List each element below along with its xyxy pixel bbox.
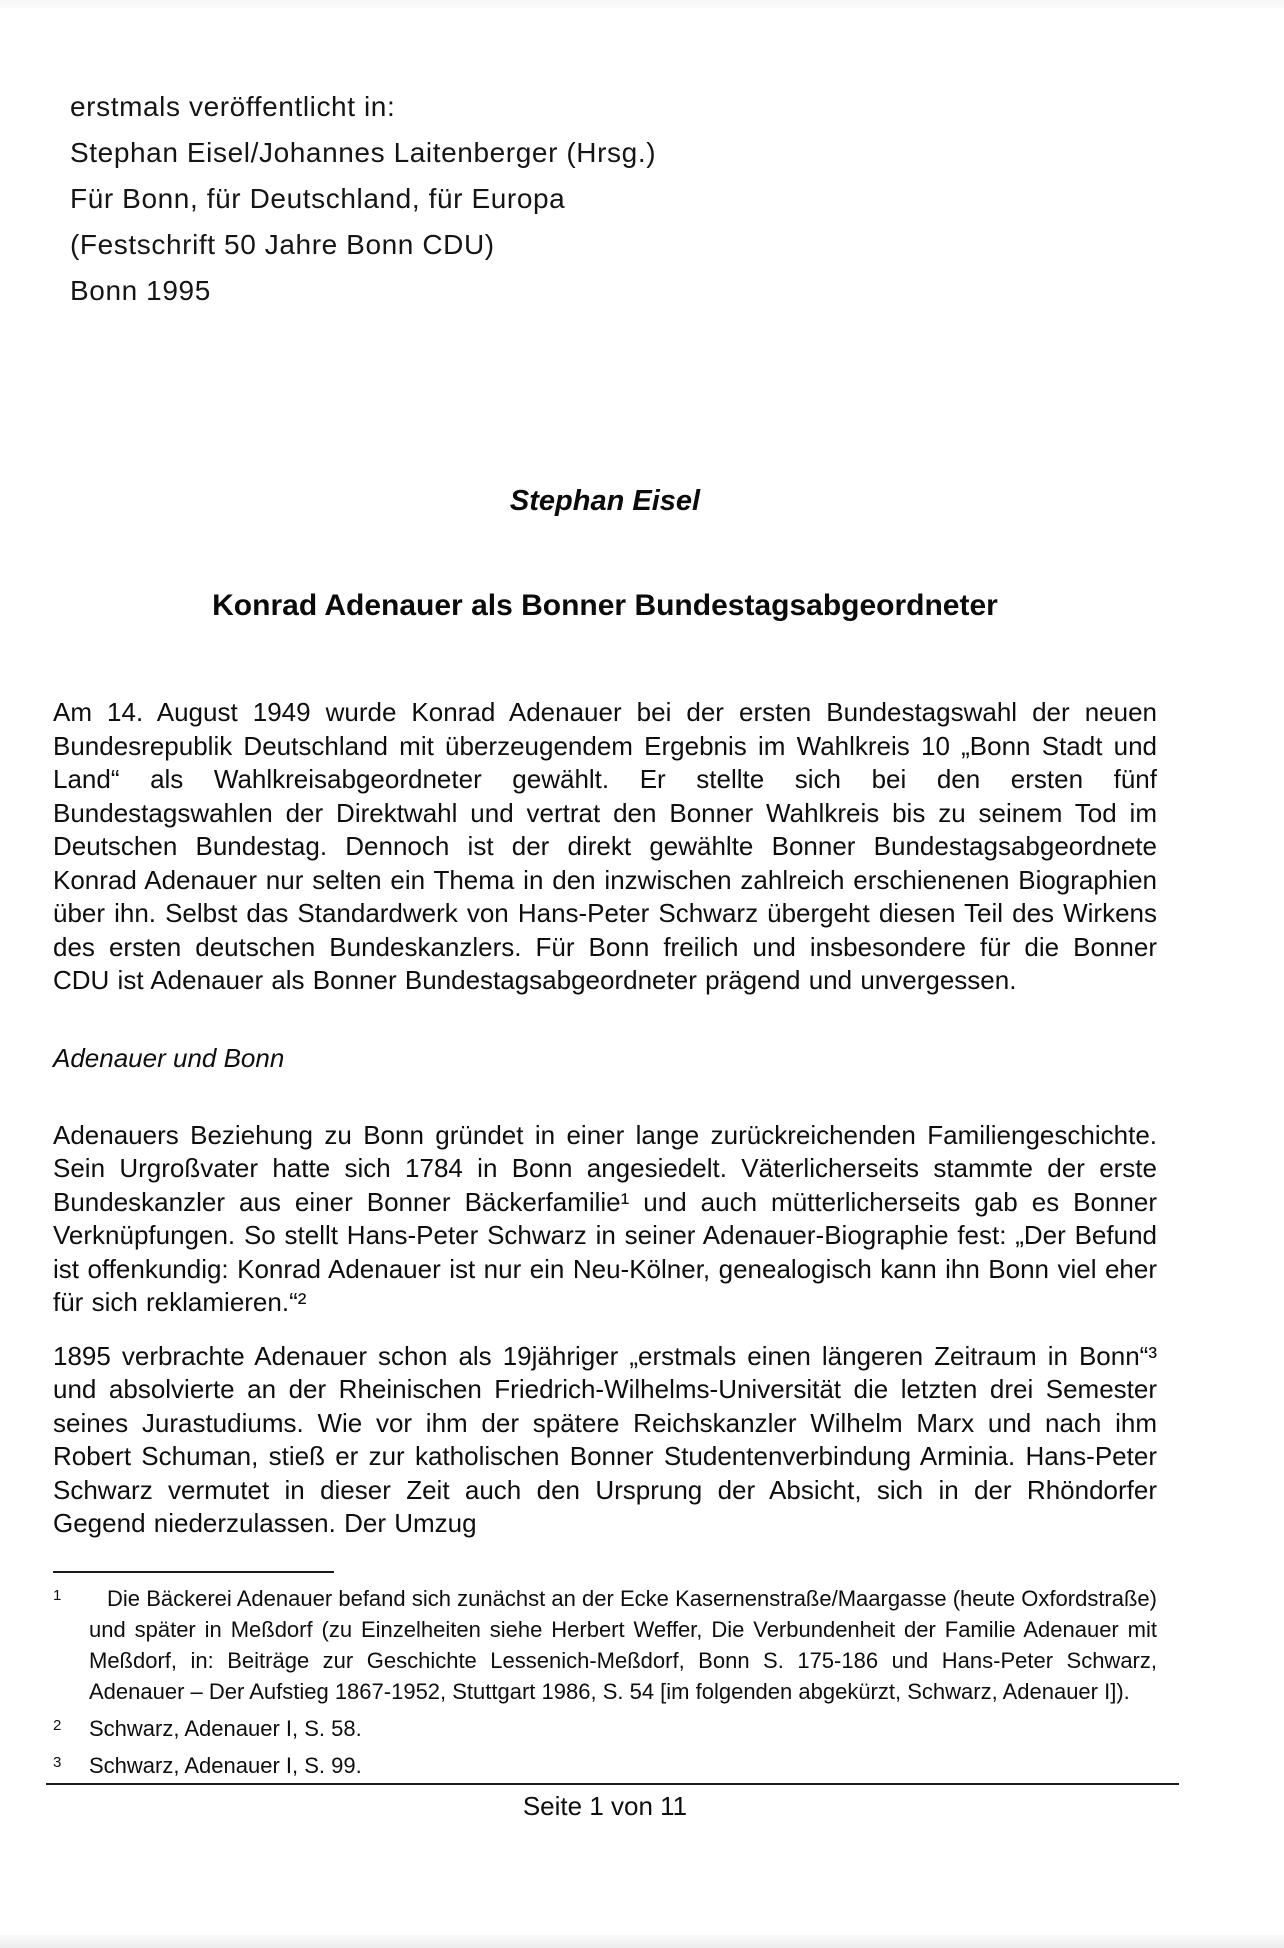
footnotes-block <box>53 1583 1157 1781</box>
paragraph-family-history: Adenauers Beziehung zu Bonn gründet in einer lange zurückreichenden Familiengeschichte. Sein Urgroßvater hatte sich 1784 in Bonn angesiedelt. Väterlicherseits stammte der erste Bundeskanzler aus einer Bonner Bäckerfamilie¹ und auch mütterlicherseits gab es Bonner Verknüpfungen. So stellt Hans-Peter Schwarz in seiner Adenauer-Biographie fest: „Der Befund ist offenkundig: Konrad Adenauer ist nur ein Neu-Kölner, genealogisch kann ihn Bonn viel eher für sich reklamieren.“² <box>53 1119 1157 1317</box>
publication-note-line-2: Stephan Eisel/Johannes Laitenberger (Hrsg.) <box>70 137 657 168</box>
footnote-2-marker: 2 <box>53 1716 62 1734</box>
footnote-3-text: Schwarz, Adenauer I, S. 99. <box>89 1752 362 1778</box>
publication-note-line-4: (Festschrift 50 Jahre Bonn CDU) <box>70 229 495 260</box>
page-number-indicator: Seite 1 von 11 <box>522 1790 688 1821</box>
footnote-1-text: Die Bäckerei Adenauer befand sich zunächst an der Ecke Kasernenstraße/Maargasse (heute Oxfordstraße) und später in Meßdorf (zu Einzelheiten siehe Herbert Weffer, Die Verbundenheit der Familie Adenauer mit Meßdorf, in: Beiträge zur Geschichte Lessenich-Meßdorf, Bonn S. 175-186 und Hans-Peter Schwarz, Adenauer – Der Aufstieg 1867-1952, Stuttgart 1986, S. 54 [im folgenden abgekürzt, Schwarz, Adenauer I]). <box>89 1585 1157 1704</box>
footnote-1-marker: 1 <box>53 1586 62 1604</box>
paragraph-intro: Am 14. August 1949 wurde Konrad Adenauer bei der ersten Bundestagswahl der neuen Bundesrepublik Deutschland mit überzeugendem Ergebnis im Wahlkreis 10 „Bonn Stadt und Land“ als Wahlkreisabgeordneter gewählt. Er stellte sich bei den ersten fünf Bundestagswahlen der Direktwahl und vertrat den Bonner Wahlkreis bis zu seinem Tod im Deutschen Bundestag. Dennoch ist der direkt gewählte Bonner Bundestagsabgeordnete Konrad Adenauer nur selten ein Thema in den inzwischen zahlreich erschienenen Biographien über ihn. Selbst das Standardwerk von Hans-Peter Schwarz übergeht diesen Teil des Wirkens des ersten deutschen Bundeskanzlers. Für Bonn freilich und insbesondere für die Bonner CDU ist Adenauer als Bonner Bundestagsabgeordneter prägend und unvergessen. <box>53 697 1157 995</box>
publication-note-line-3: Für Bonn, für Deutschland, für Europa <box>70 183 566 214</box>
footer-rule <box>46 1783 1179 1785</box>
author-name: Stephan Eisel <box>509 485 701 517</box>
publication-note-line-5: Bonn 1995 <box>70 275 211 306</box>
paragraph-student-years: 1895 verbrachte Adenauer schon als 19jähriger „erstmals einen längeren Zeitraum in Bonn“³ und absolvierte an der Rheinischen Friedrich-Wilhelms-Universität die letzten drei Semester seines Jurastudiums. Wie vor ihm der spätere Reichskanzler Wilhelm Marx und nach ihm Robert Schuman, stieß er zur katholischen Bonner Studentenverbindung Arminia. Hans-Peter Schwarz vermutet in dieser Zeit auch den Ursprung der Absicht, sich in der Rhöndorfer Gegend niederzulassen. Der Umzug <box>53 1340 1157 1538</box>
footnote-1 <box>53 1583 1157 1707</box>
footnote-3-marker: 3 <box>53 1753 62 1771</box>
footnote-2-text: Schwarz, Adenauer I, S. 58. <box>89 1715 362 1741</box>
section-heading-adenauer-und-bonn: Adenauer und Bonn <box>53 1042 285 1073</box>
footnote-3 <box>53 1750 1157 1781</box>
footnote-separator-rule <box>53 1571 334 1573</box>
footnote-2 <box>53 1713 1157 1744</box>
article-title: Konrad Adenauer als Bonner Bundestagsabgeordneter <box>212 589 998 622</box>
publication-note <box>70 84 1157 314</box>
page-bottom-edge <box>0 1935 1284 1948</box>
page-top-edge <box>0 0 1284 9</box>
publication-note-line-1: erstmals veröffentlicht in: <box>70 91 396 122</box>
